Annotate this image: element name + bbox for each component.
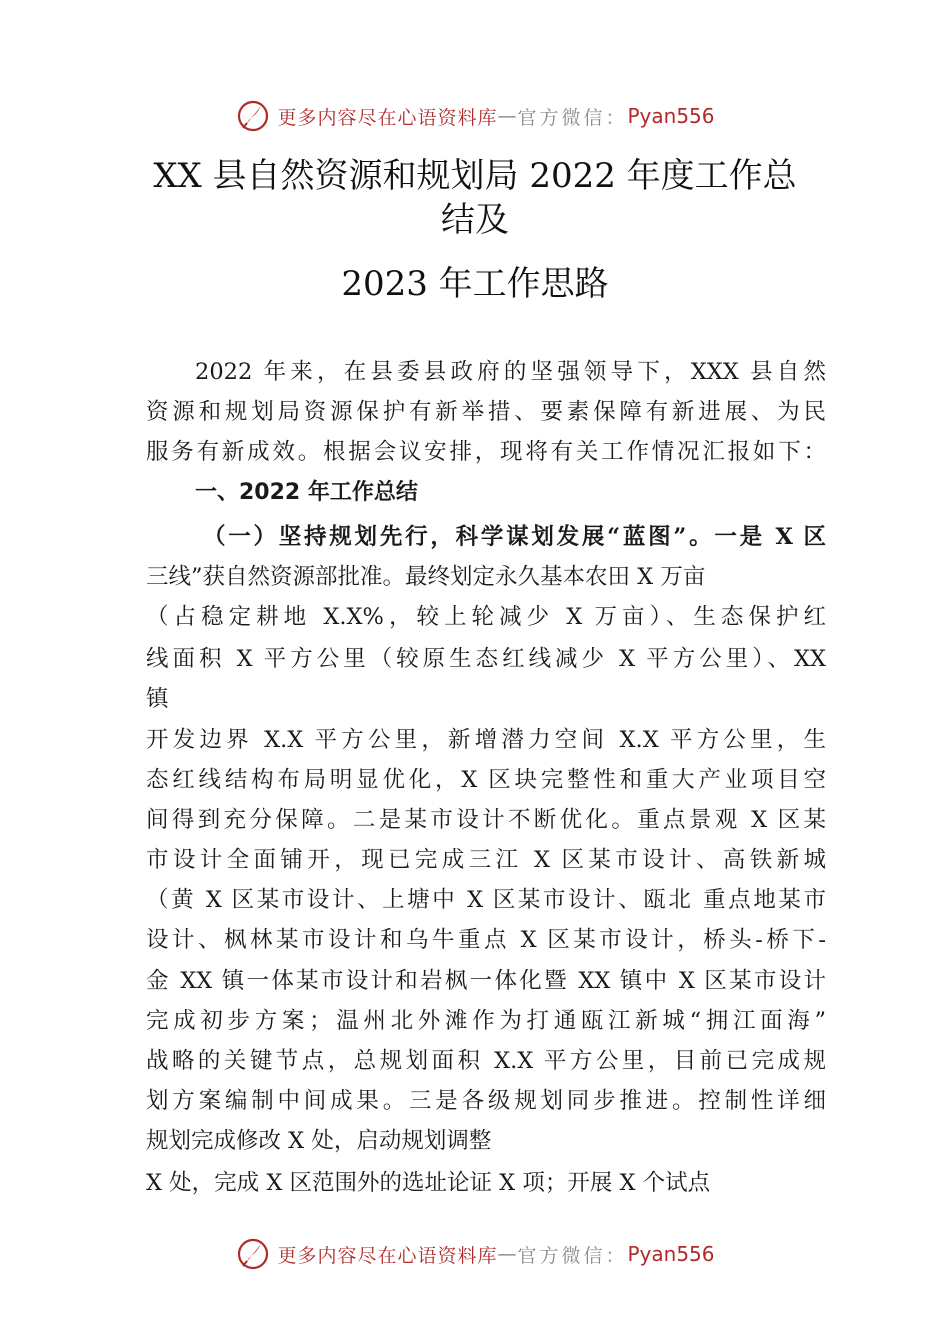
watermark-dash: —	[497, 105, 518, 127]
body-line: 划方案编制中间成果。三是各级规划同步推进。控制性详细	[146, 1088, 826, 1114]
feather-pen-circle-icon	[235, 98, 271, 134]
body-line: 镇	[146, 686, 169, 712]
body-line: 2022 年来，在县委县政府的坚强领导下，XXX 县自然	[195, 359, 826, 385]
body-line: X 处，完成 X 区范围外的选址论证 X 项；开展 X 个试点	[146, 1170, 711, 1196]
body-line: 市设计全面铺开，现已完成三江 X 区某市设计、高铁新城	[146, 847, 826, 873]
watermark-wechat-label: 官方微信：	[517, 1244, 628, 1267]
body-line: 资源和规划局资源保护有新举措、要素保障有新进展、为民	[146, 399, 826, 425]
body-line: 完成初步方案；温州北外滩作为打通瓯江新城“拥江面海”	[146, 1008, 826, 1034]
body-line: 金 XX 镇一体某市设计和岩枫一体化暨 XX 镇中 X 区某市设计	[146, 968, 826, 994]
feather-pen-circle-icon	[235, 1236, 271, 1272]
watermark-header	[0, 96, 950, 136]
watermark-dash: —	[497, 1243, 518, 1265]
body-line: 线面积 X 平方公里（较原生态红线减少 X 平方公里）、XX	[146, 646, 826, 672]
body-line: 三线”获自然资源部批准。最终划定永久基本农田 X 万亩	[146, 564, 706, 590]
subsection-heading: （一）坚持规划先行，科学谋划发展“蓝图”。一是 X 区	[203, 524, 826, 550]
body-line: （占稳定耕地 X.X%，较上轮减少 X 万亩）、生态保护红	[146, 604, 826, 630]
body-line: （黄 X 区某市设计、上塘中 X 区某市设计、瓯北 重点地某市	[146, 887, 826, 913]
body-line: 战略的关键节点，总规划面积 X.X 平方公里，目前已完成规	[146, 1048, 826, 1074]
body-line: 态红线结构布局明显优化，X 区块完整性和重大产业项目空	[146, 767, 826, 793]
watermark-text: 更多内容尽在心语资料库	[277, 106, 498, 129]
body-line: 服务有新成效。根据会议安排，现将有关工作情况汇报如下：	[146, 439, 826, 465]
watermark-text: 更多内容尽在心语资料库	[277, 1244, 498, 1267]
watermark-footer	[0, 1234, 950, 1274]
body-line: 开发边界 X.X 平方公里，新增潜力空间 X.X 平方公里，生	[146, 727, 826, 753]
watermark-wechat-label: 官方微信：	[517, 106, 628, 129]
watermark-handle: Pyan556	[627, 104, 715, 128]
doc-title-line-2: 结及	[441, 200, 509, 240]
body-line: 设计、枫林某市设计和乌牛重点 X 区某市设计，桥头-桥下-	[146, 927, 826, 953]
body-line: 间得到充分保障。二是某市设计不断优化。重点景观 X 区某	[146, 807, 826, 833]
watermark-handle: Pyan556	[627, 1242, 715, 1266]
doc-title-line-1: XX 县自然资源和规划局 2022 年度工作总	[153, 156, 797, 196]
doc-title-line-3: 2023 年工作思路	[341, 264, 609, 304]
body-line: 规划完成修改 X 处，启动规划调整	[146, 1128, 492, 1154]
section-heading: 一、2022 年工作总结	[195, 480, 418, 505]
